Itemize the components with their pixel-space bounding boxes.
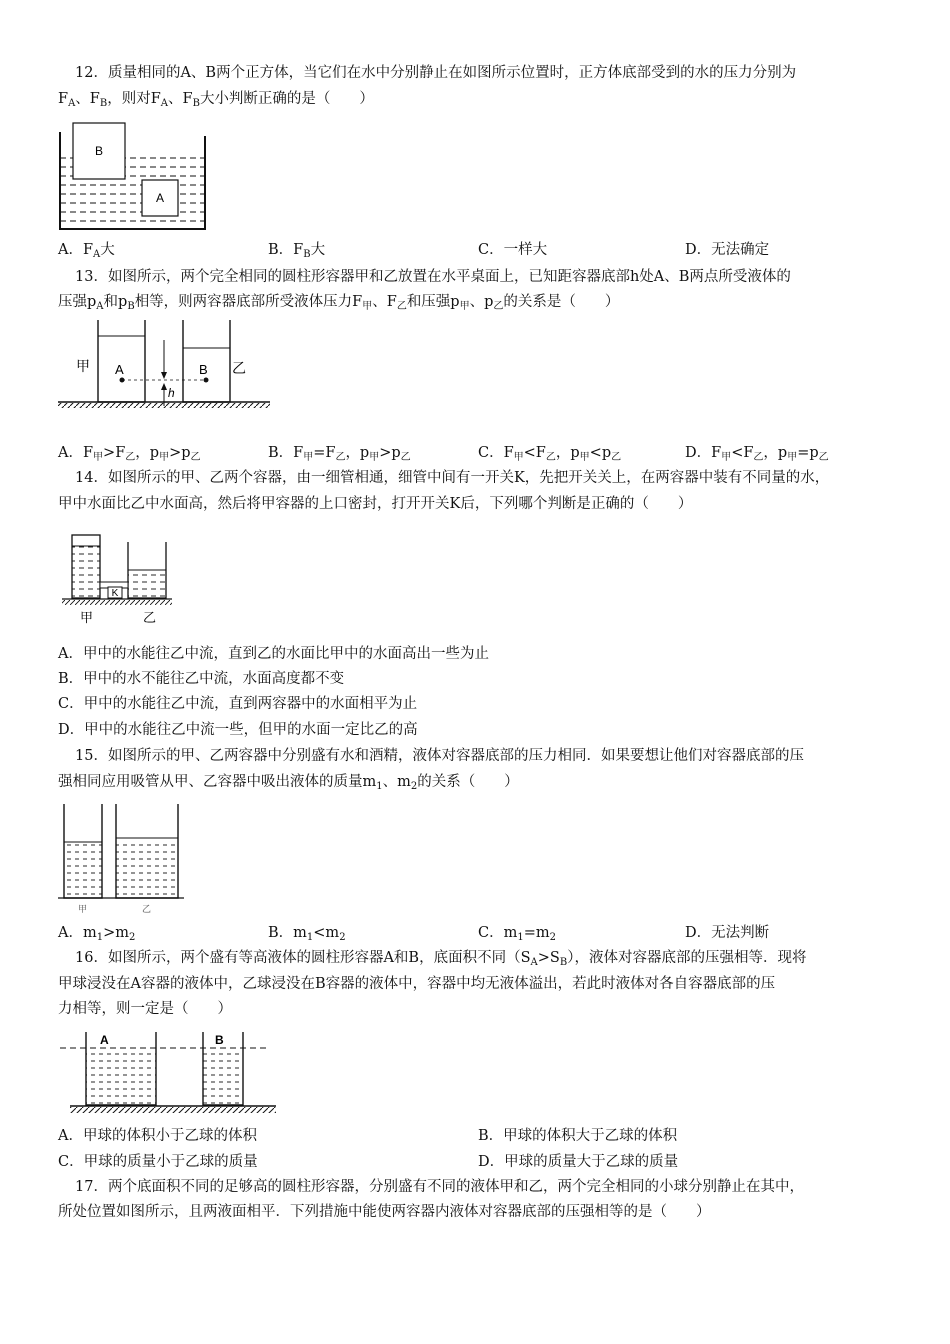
q13-option-d: D．$F_甲<F_乙$，$p_甲=p_乙$ bbox=[685, 445, 829, 463]
q14-label-jia: 甲 bbox=[80, 610, 94, 625]
q14-option-c: C．甲中的水能往乙中流，直到两容器中的水面相平为止 bbox=[58, 696, 418, 712]
q12-figure bbox=[58, 118, 208, 233]
q14-label-yi: 乙 bbox=[143, 610, 157, 625]
q13-option-c: C．$F_甲<F_乙$，$p_甲<p_乙$ bbox=[478, 445, 622, 463]
q17-stem-line2: 所处位置如图所示，且两液面相平．下列措施中能使两容器内液体对容器底部的压强相等的是（ ） bbox=[58, 1204, 711, 1220]
q16-option-c: C．甲球的质量小于乙球的质量 bbox=[58, 1154, 258, 1170]
q15-label-yi: 乙 bbox=[142, 904, 152, 914]
q13-label-jia: 甲 bbox=[76, 358, 90, 374]
q13-option-a: A．$F_甲>F_乙$，$p_甲>p_乙$ bbox=[58, 445, 201, 463]
q13-stem-line1: 13．如图所示，两个完全相同的圆柱形容器甲和乙放置在水平桌面上，已知距容器底部h处A、B两点所受液体的 bbox=[75, 269, 791, 285]
q16-stem-line1: 16．如图所示，两个盛有等高液体的圆柱形容器A和B，底面积不同$(S_A>S_B)$，液体对容器底部的压强相等．现将 bbox=[75, 950, 807, 968]
q12-label-a: A bbox=[155, 191, 165, 205]
q15-figure bbox=[58, 800, 188, 915]
q12-option-d: D．无法确定 bbox=[685, 242, 770, 258]
q14-label-k: K bbox=[111, 588, 119, 599]
q14-option-b: B．甲中的水不能往乙中流，水面高度都不变 bbox=[58, 671, 345, 687]
q15-option-b: B．$m_1<m_2$ bbox=[268, 925, 346, 943]
q12-stem-line1: 12．质量相同的A、B两个正方体，当它们在水中分别静止在如图所示位置时，正方体底部受到的水的压力分别为 bbox=[75, 65, 797, 81]
q16-stem-line3: 力相等，则一定是（ ） bbox=[58, 1001, 232, 1017]
q16-figure bbox=[58, 1030, 280, 1118]
q16-stem-line2: 甲球浸没在A容器的液体中，乙球浸没在B容器的液体中，容器中均无液体溢出，若此时液体对各自容器底部的压 bbox=[58, 976, 776, 992]
q14-stem-line2: 甲中水面比乙中水面高，然后将甲容器的上口密封，打开开关K后，下列哪个判断是正确的（ ） bbox=[58, 496, 693, 512]
q14-option-a: A．甲中的水能往乙中流，直到乙的水面比甲中的水面高出一些为止 bbox=[58, 646, 489, 662]
q14-figure bbox=[60, 530, 175, 630]
q13-option-b: B．$F_甲=F_乙$，$p_甲>p_乙$ bbox=[268, 445, 411, 463]
q13-figure bbox=[58, 316, 273, 436]
q17-stem-line1: 17．两个底面积不同的足够高的圆柱形容器，分别盛有不同的液体甲和乙，两个完全相同的小球分别静止在其中， bbox=[75, 1179, 804, 1195]
q13-label-yi: 乙 bbox=[232, 360, 246, 376]
q16-option-d: D．甲球的质量大于乙球的质量 bbox=[478, 1154, 679, 1170]
q15-stem-line1: 15．如图所示的甲、乙两容器中分别盛有水和酒精，液体对容器底部的压力相同．如果要想让他们对容器底部的压 bbox=[75, 748, 804, 764]
q12-stem-line2: $F_A$、$F_B$，则对$F_A$、$F_B$大小判断正确的是（ ） bbox=[58, 91, 374, 109]
q14-stem-line1: 14．如图所示的甲、乙两个容器，由一细管相通，细管中间有一开关K，先把开关关上，在两容器中装有不同量的水， bbox=[75, 470, 830, 486]
q13-label-b: B bbox=[199, 362, 208, 377]
q16-option-b: B．甲球的体积大于乙球的体积 bbox=[478, 1128, 678, 1144]
q15-option-d: D．无法判断 bbox=[685, 925, 770, 941]
q16-label-b: B bbox=[215, 1033, 224, 1047]
q13-label-a: A bbox=[115, 362, 124, 377]
q12-option-a: A．$F_A$大 bbox=[58, 242, 115, 260]
q15-option-c: C．$m_1=m_2$ bbox=[478, 925, 557, 943]
q12-label-b: B bbox=[94, 144, 104, 158]
q16-option-a: A．甲球的体积小于乙球的体积 bbox=[58, 1128, 257, 1144]
q12-option-c: C．一样大 bbox=[478, 242, 548, 258]
q14-option-d: D．甲中的水能往乙中流一些，但甲的水面一定比乙的高 bbox=[58, 722, 418, 738]
q13-stem-line2: 压强$p_A$和$p_B$相等，则两容器底部所受液体压力$F_甲$、$F_乙$和压强$p_甲$、$p_乙$的关系是（ ） bbox=[58, 294, 620, 312]
q16-label-a: A bbox=[100, 1033, 109, 1047]
q12-option-b: B．$F_B$大 bbox=[268, 242, 326, 260]
q15-stem-line2: 强相同应用吸管从甲、乙容器中吸出液体的质量$m_1$、$m_2$的关系（ ） bbox=[58, 774, 519, 792]
q13-label-h: h bbox=[168, 386, 175, 400]
q15-label-jia: 甲 bbox=[78, 904, 88, 914]
q15-option-a: A．$m_1>m_2$ bbox=[58, 925, 136, 943]
